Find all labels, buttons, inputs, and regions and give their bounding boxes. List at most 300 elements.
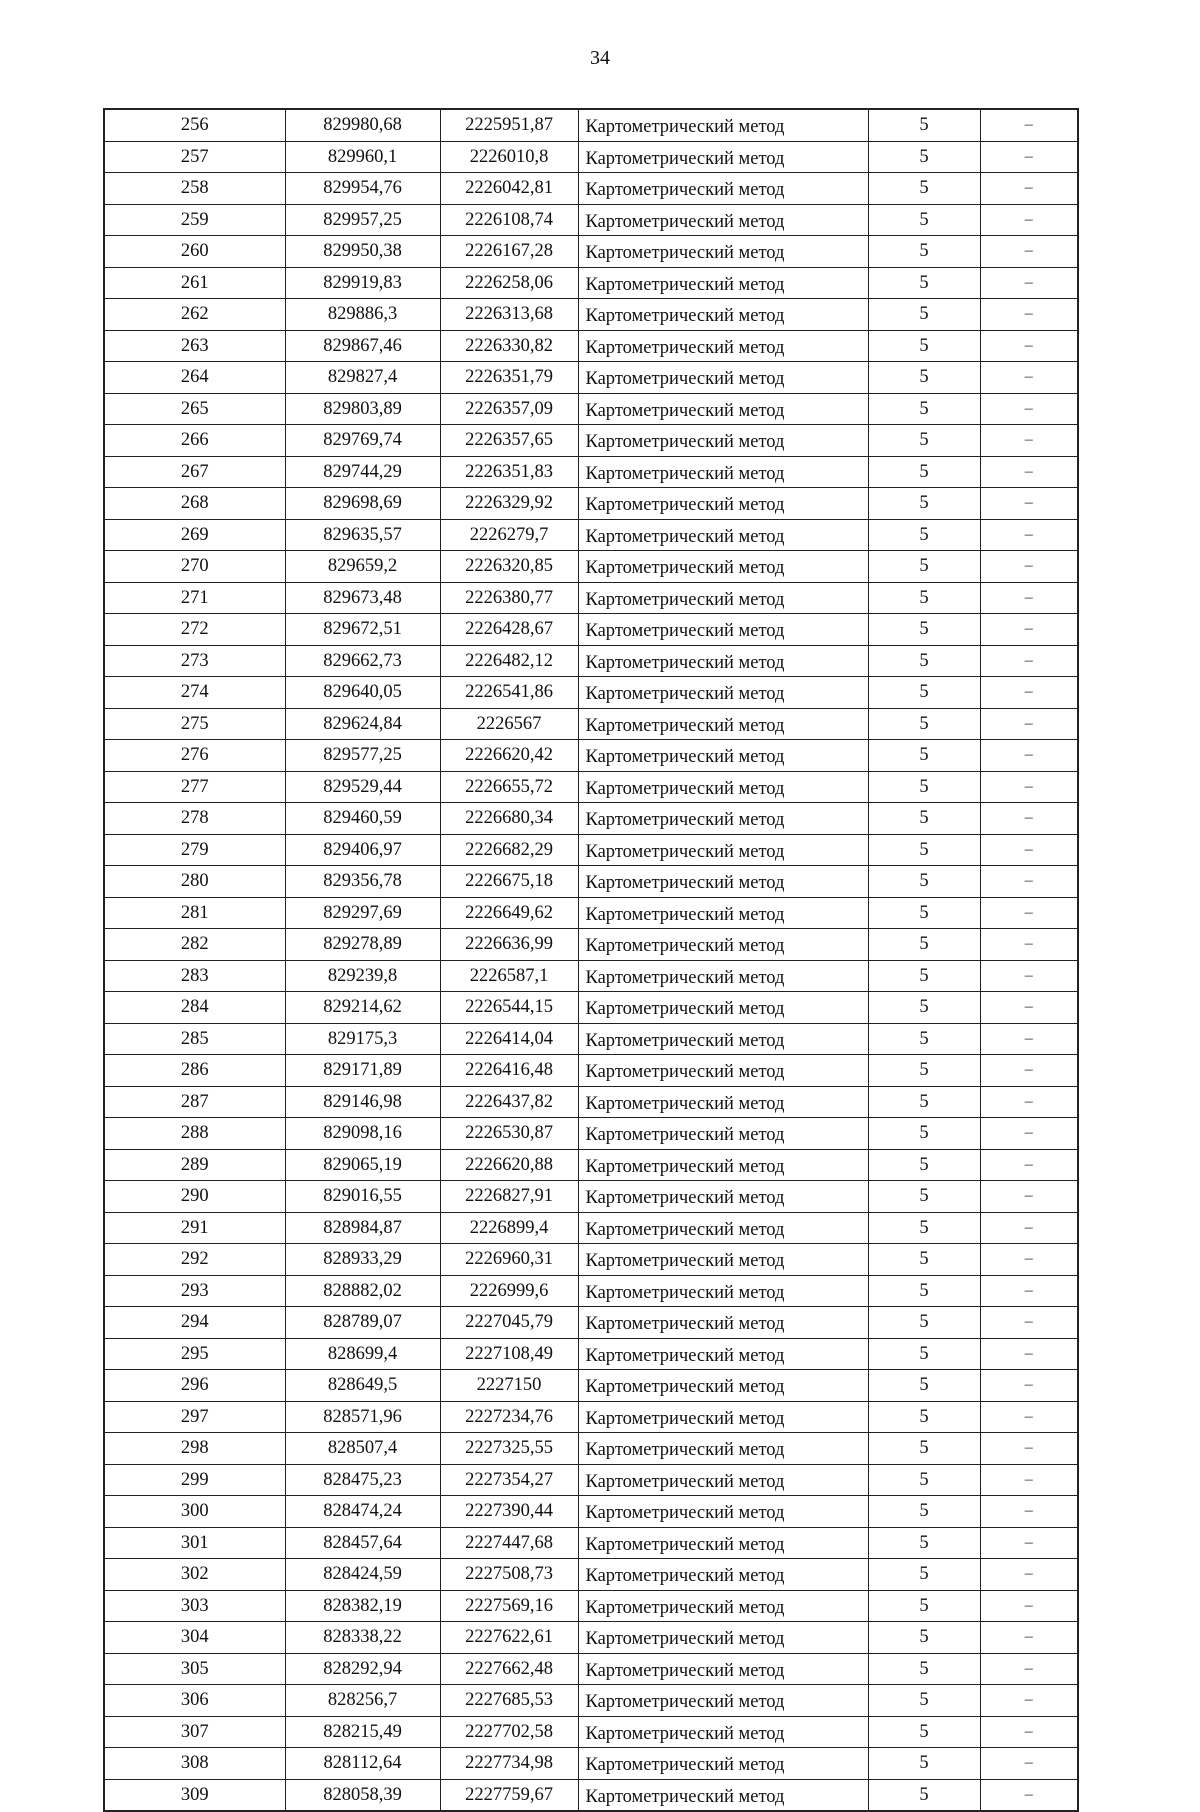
point-number-cell: 284: [104, 992, 285, 1024]
method-cell: Картометрический метод: [578, 1685, 868, 1717]
point-number-cell: 263: [104, 330, 285, 362]
point-number-cell: 288: [104, 1118, 285, 1150]
y-coordinate-cell: 2227354,27: [440, 1464, 578, 1496]
y-coordinate-cell: 2226827,91: [440, 1181, 578, 1213]
coordinates-table-body: [104, 109, 1078, 1811]
method-cell: Картометрический метод: [578, 1086, 868, 1118]
description-cell: –: [980, 1622, 1078, 1654]
accuracy-cell: 5: [868, 456, 980, 488]
y-coordinate-cell: 2226414,04: [440, 1023, 578, 1055]
point-number-cell: 294: [104, 1307, 285, 1339]
x-coordinate-cell: 829239,8: [285, 960, 440, 992]
method-cell: Картометрический метод: [578, 582, 868, 614]
point-number-cell: 297: [104, 1401, 285, 1433]
description-cell: –: [980, 771, 1078, 803]
y-coordinate-cell: 2226351,83: [440, 456, 578, 488]
y-coordinate-cell: 2226357,65: [440, 425, 578, 457]
table-row: [104, 834, 1078, 866]
point-number-cell: 281: [104, 897, 285, 929]
accuracy-cell: 5: [868, 330, 980, 362]
x-coordinate-cell: 829980,68: [285, 109, 440, 141]
description-cell: –: [980, 173, 1078, 205]
method-cell: Картометрический метод: [578, 708, 868, 740]
accuracy-cell: 5: [868, 1307, 980, 1339]
description-cell: –: [980, 1464, 1078, 1496]
point-number-cell: 257: [104, 141, 285, 173]
point-number-cell: 289: [104, 1149, 285, 1181]
y-coordinate-cell: 2227662,48: [440, 1653, 578, 1685]
y-coordinate-cell: 2226357,09: [440, 393, 578, 425]
point-number-cell: 307: [104, 1716, 285, 1748]
method-cell: Картометрический метод: [578, 1433, 868, 1465]
table-row: [104, 708, 1078, 740]
description-cell: –: [980, 456, 1078, 488]
method-cell: Картометрический метод: [578, 173, 868, 205]
y-coordinate-cell: 2226530,87: [440, 1118, 578, 1150]
accuracy-cell: 5: [868, 960, 980, 992]
y-coordinate-cell: 2227508,73: [440, 1559, 578, 1591]
point-number-cell: 273: [104, 645, 285, 677]
description-cell: –: [980, 1244, 1078, 1276]
x-coordinate-cell: 829769,74: [285, 425, 440, 457]
method-cell: Картометрический метод: [578, 614, 868, 646]
accuracy-cell: 5: [868, 299, 980, 331]
description-cell: –: [980, 992, 1078, 1024]
accuracy-cell: 5: [868, 551, 980, 583]
accuracy-cell: 5: [868, 740, 980, 772]
description-cell: –: [980, 1685, 1078, 1717]
method-cell: Картометрический метод: [578, 551, 868, 583]
method-cell: Картометрический метод: [578, 330, 868, 362]
description-cell: –: [980, 1653, 1078, 1685]
x-coordinate-cell: 829867,46: [285, 330, 440, 362]
y-coordinate-cell: 2226899,4: [440, 1212, 578, 1244]
table-row: [104, 771, 1078, 803]
y-coordinate-cell: 2227390,44: [440, 1496, 578, 1528]
point-number-cell: 300: [104, 1496, 285, 1528]
table-row: [104, 299, 1078, 331]
method-cell: Картометрический метод: [578, 834, 868, 866]
y-coordinate-cell: 2227325,55: [440, 1433, 578, 1465]
point-number-cell: 277: [104, 771, 285, 803]
accuracy-cell: 5: [868, 1055, 980, 1087]
method-cell: Картометрический метод: [578, 1338, 868, 1370]
method-cell: Картометрический метод: [578, 393, 868, 425]
method-cell: Картометрический метод: [578, 1401, 868, 1433]
accuracy-cell: 5: [868, 1401, 980, 1433]
y-coordinate-cell: 2226620,88: [440, 1149, 578, 1181]
point-number-cell: 293: [104, 1275, 285, 1307]
point-number-cell: 262: [104, 299, 285, 331]
point-number-cell: 305: [104, 1653, 285, 1685]
x-coordinate-cell: 829214,62: [285, 992, 440, 1024]
table-row: [104, 1149, 1078, 1181]
method-cell: Картометрический метод: [578, 1181, 868, 1213]
method-cell: Картометрический метод: [578, 1559, 868, 1591]
accuracy-cell: 5: [868, 1149, 980, 1181]
table-row: [104, 1496, 1078, 1528]
x-coordinate-cell: 829659,2: [285, 551, 440, 583]
x-coordinate-cell: 828058,39: [285, 1779, 440, 1811]
point-number-cell: 261: [104, 267, 285, 299]
table-row: [104, 1716, 1078, 1748]
x-coordinate-cell: 829577,25: [285, 740, 440, 772]
table-row: [104, 803, 1078, 835]
point-number-cell: 267: [104, 456, 285, 488]
y-coordinate-cell: 2226010,8: [440, 141, 578, 173]
accuracy-cell: 5: [868, 204, 980, 236]
table-row: [104, 897, 1078, 929]
x-coordinate-cell: 828933,29: [285, 1244, 440, 1276]
table-row: [104, 109, 1078, 141]
y-coordinate-cell: 2226680,34: [440, 803, 578, 835]
table-row: [104, 1464, 1078, 1496]
method-cell: Картометрический метод: [578, 1653, 868, 1685]
description-cell: –: [980, 645, 1078, 677]
table-row: [104, 740, 1078, 772]
y-coordinate-cell: 2227108,49: [440, 1338, 578, 1370]
y-coordinate-cell: 2227759,67: [440, 1779, 578, 1811]
accuracy-cell: 5: [868, 1779, 980, 1811]
point-number-cell: 259: [104, 204, 285, 236]
accuracy-cell: 5: [868, 1433, 980, 1465]
point-number-cell: 304: [104, 1622, 285, 1654]
accuracy-cell: 5: [868, 1118, 980, 1150]
y-coordinate-cell: 2226541,86: [440, 677, 578, 709]
point-number-cell: 302: [104, 1559, 285, 1591]
accuracy-cell: 5: [868, 1685, 980, 1717]
method-cell: Картометрический метод: [578, 1590, 868, 1622]
accuracy-cell: 5: [868, 362, 980, 394]
description-cell: –: [980, 866, 1078, 898]
description-cell: –: [980, 1748, 1078, 1780]
point-number-cell: 260: [104, 236, 285, 268]
accuracy-cell: 5: [868, 267, 980, 299]
y-coordinate-cell: 2227234,76: [440, 1401, 578, 1433]
table-row: [104, 1653, 1078, 1685]
x-coordinate-cell: 829954,76: [285, 173, 440, 205]
accuracy-cell: 5: [868, 1716, 980, 1748]
accuracy-cell: 5: [868, 425, 980, 457]
x-coordinate-cell: 829175,3: [285, 1023, 440, 1055]
point-number-cell: 269: [104, 519, 285, 551]
description-cell: –: [980, 708, 1078, 740]
x-coordinate-cell: 828457,64: [285, 1527, 440, 1559]
method-cell: Картометрический метод: [578, 236, 868, 268]
description-cell: –: [980, 551, 1078, 583]
accuracy-cell: 5: [868, 1496, 980, 1528]
page-number: 34: [590, 47, 610, 69]
description-cell: –: [980, 740, 1078, 772]
method-cell: Картометрический метод: [578, 803, 868, 835]
description-cell: –: [980, 1559, 1078, 1591]
accuracy-cell: 5: [868, 1748, 980, 1780]
accuracy-cell: 5: [868, 1275, 980, 1307]
y-coordinate-cell: 2226351,79: [440, 362, 578, 394]
x-coordinate-cell: 828507,4: [285, 1433, 440, 1465]
point-number-cell: 301: [104, 1527, 285, 1559]
y-coordinate-cell: 2227685,53: [440, 1685, 578, 1717]
x-coordinate-cell: 829460,59: [285, 803, 440, 835]
x-coordinate-cell: 829065,19: [285, 1149, 440, 1181]
y-coordinate-cell: 2226682,29: [440, 834, 578, 866]
point-number-cell: 276: [104, 740, 285, 772]
table-row: [104, 866, 1078, 898]
table-row: [104, 992, 1078, 1024]
table-row: [104, 1779, 1078, 1811]
point-number-cell: 291: [104, 1212, 285, 1244]
y-coordinate-cell: 2227447,68: [440, 1527, 578, 1559]
table-row: [104, 1275, 1078, 1307]
y-coordinate-cell: 2226636,99: [440, 929, 578, 961]
y-coordinate-cell: 2226567: [440, 708, 578, 740]
point-number-cell: 280: [104, 866, 285, 898]
description-cell: –: [980, 1149, 1078, 1181]
point-number-cell: 264: [104, 362, 285, 394]
y-coordinate-cell: 2227622,61: [440, 1622, 578, 1654]
table-row: [104, 614, 1078, 646]
description-cell: –: [980, 519, 1078, 551]
point-number-cell: 308: [104, 1748, 285, 1780]
x-coordinate-cell: 829146,98: [285, 1086, 440, 1118]
table-row: [104, 393, 1078, 425]
description-cell: –: [980, 204, 1078, 236]
table-row: [104, 1401, 1078, 1433]
table-row: [104, 960, 1078, 992]
method-cell: Картометрический метод: [578, 519, 868, 551]
description-cell: –: [980, 1118, 1078, 1150]
method-cell: Картометрический метод: [578, 1748, 868, 1780]
method-cell: Картометрический метод: [578, 1275, 868, 1307]
x-coordinate-cell: 828292,94: [285, 1653, 440, 1685]
x-coordinate-cell: 828474,24: [285, 1496, 440, 1528]
x-coordinate-cell: 828215,49: [285, 1716, 440, 1748]
accuracy-cell: 5: [868, 109, 980, 141]
x-coordinate-cell: 829673,48: [285, 582, 440, 614]
x-coordinate-cell: 828382,19: [285, 1590, 440, 1622]
accuracy-cell: 5: [868, 771, 980, 803]
method-cell: Картометрический метод: [578, 1716, 868, 1748]
y-coordinate-cell: 2226620,42: [440, 740, 578, 772]
x-coordinate-cell: 829827,4: [285, 362, 440, 394]
accuracy-cell: 5: [868, 645, 980, 677]
method-cell: Картометрический метод: [578, 1307, 868, 1339]
y-coordinate-cell: 2226320,85: [440, 551, 578, 583]
point-number-cell: 256: [104, 109, 285, 141]
accuracy-cell: 5: [868, 488, 980, 520]
description-cell: –: [980, 960, 1078, 992]
point-number-cell: 271: [104, 582, 285, 614]
x-coordinate-cell: 828571,96: [285, 1401, 440, 1433]
method-cell: Картометрический метод: [578, 1244, 868, 1276]
description-cell: –: [980, 362, 1078, 394]
y-coordinate-cell: 2227734,98: [440, 1748, 578, 1780]
accuracy-cell: 5: [868, 1244, 980, 1276]
x-coordinate-cell: 828424,59: [285, 1559, 440, 1591]
point-number-cell: 268: [104, 488, 285, 520]
accuracy-cell: 5: [868, 393, 980, 425]
y-coordinate-cell: 2226042,81: [440, 173, 578, 205]
accuracy-cell: 5: [868, 897, 980, 929]
description-cell: –: [980, 834, 1078, 866]
point-number-cell: 298: [104, 1433, 285, 1465]
table-row: [104, 1181, 1078, 1213]
description-cell: –: [980, 267, 1078, 299]
x-coordinate-cell: 829098,16: [285, 1118, 440, 1150]
point-number-cell: 265: [104, 393, 285, 425]
method-cell: Картометрический метод: [578, 141, 868, 173]
table-row: [104, 267, 1078, 299]
description-cell: –: [980, 1779, 1078, 1811]
point-number-cell: 295: [104, 1338, 285, 1370]
y-coordinate-cell: 2226416,48: [440, 1055, 578, 1087]
description-cell: –: [980, 614, 1078, 646]
description-cell: –: [980, 1086, 1078, 1118]
accuracy-cell: 5: [868, 141, 980, 173]
table-row: [104, 1622, 1078, 1654]
description-cell: –: [980, 1338, 1078, 1370]
method-cell: Картометрический метод: [578, 1370, 868, 1402]
y-coordinate-cell: 2226960,31: [440, 1244, 578, 1276]
x-coordinate-cell: 829635,57: [285, 519, 440, 551]
y-coordinate-cell: 2226258,06: [440, 267, 578, 299]
table-row: [104, 1748, 1078, 1780]
point-number-cell: 275: [104, 708, 285, 740]
point-number-cell: 283: [104, 960, 285, 992]
table-row: [104, 1370, 1078, 1402]
accuracy-cell: 5: [868, 1086, 980, 1118]
point-number-cell: 299: [104, 1464, 285, 1496]
table-row: [104, 582, 1078, 614]
table-row: [104, 1055, 1078, 1087]
method-cell: Картометрический метод: [578, 1118, 868, 1150]
accuracy-cell: 5: [868, 519, 980, 551]
method-cell: Картометрический метод: [578, 645, 868, 677]
x-coordinate-cell: 829640,05: [285, 677, 440, 709]
method-cell: Картометрический метод: [578, 1212, 868, 1244]
method-cell: Картометрический метод: [578, 897, 868, 929]
x-coordinate-cell: 829744,29: [285, 456, 440, 488]
point-number-cell: 292: [104, 1244, 285, 1276]
accuracy-cell: 5: [868, 1023, 980, 1055]
point-number-cell: 266: [104, 425, 285, 457]
method-cell: Картометрический метод: [578, 866, 868, 898]
table-row: [104, 645, 1078, 677]
x-coordinate-cell: 829529,44: [285, 771, 440, 803]
description-cell: –: [980, 1527, 1078, 1559]
method-cell: Картометрический метод: [578, 1023, 868, 1055]
y-coordinate-cell: 2226313,68: [440, 299, 578, 331]
method-cell: Картометрический метод: [578, 362, 868, 394]
accuracy-cell: 5: [868, 677, 980, 709]
table-row: [104, 141, 1078, 173]
y-coordinate-cell: 2226167,28: [440, 236, 578, 268]
accuracy-cell: 5: [868, 708, 980, 740]
x-coordinate-cell: 828256,7: [285, 1685, 440, 1717]
method-cell: Картометрический метод: [578, 456, 868, 488]
accuracy-cell: 5: [868, 1622, 980, 1654]
description-cell: –: [980, 299, 1078, 331]
point-number-cell: 278: [104, 803, 285, 835]
accuracy-cell: 5: [868, 1338, 980, 1370]
method-cell: Картометрический метод: [578, 677, 868, 709]
x-coordinate-cell: 829406,97: [285, 834, 440, 866]
x-coordinate-cell: 829672,51: [285, 614, 440, 646]
table-row: [104, 1086, 1078, 1118]
accuracy-cell: 5: [868, 866, 980, 898]
x-coordinate-cell: 828112,64: [285, 1748, 440, 1780]
method-cell: Картометрический метод: [578, 425, 868, 457]
accuracy-cell: 5: [868, 173, 980, 205]
accuracy-cell: 5: [868, 1181, 980, 1213]
table-row: [104, 1023, 1078, 1055]
accuracy-cell: 5: [868, 803, 980, 835]
accuracy-cell: 5: [868, 582, 980, 614]
table-row: [104, 425, 1078, 457]
accuracy-cell: 5: [868, 1212, 980, 1244]
description-cell: –: [980, 1181, 1078, 1213]
point-number-cell: 287: [104, 1086, 285, 1118]
description-cell: –: [980, 1307, 1078, 1339]
y-coordinate-cell: 2226330,82: [440, 330, 578, 362]
y-coordinate-cell: 2227045,79: [440, 1307, 578, 1339]
accuracy-cell: 5: [868, 1559, 980, 1591]
y-coordinate-cell: 2226544,15: [440, 992, 578, 1024]
table-row: [104, 1527, 1078, 1559]
description-cell: –: [980, 236, 1078, 268]
description-cell: –: [980, 803, 1078, 835]
y-coordinate-cell: 2227569,16: [440, 1590, 578, 1622]
description-cell: –: [980, 1716, 1078, 1748]
x-coordinate-cell: 829950,38: [285, 236, 440, 268]
table-row: [104, 330, 1078, 362]
accuracy-cell: 5: [868, 614, 980, 646]
description-cell: –: [980, 1433, 1078, 1465]
description-cell: –: [980, 1023, 1078, 1055]
table-row: [104, 456, 1078, 488]
description-cell: –: [980, 425, 1078, 457]
x-coordinate-cell: 829698,69: [285, 488, 440, 520]
description-cell: –: [980, 141, 1078, 173]
table-row: [104, 1433, 1078, 1465]
table-row: [104, 236, 1078, 268]
description-cell: –: [980, 109, 1078, 141]
y-coordinate-cell: 2225951,87: [440, 109, 578, 141]
method-cell: Картометрический метод: [578, 1149, 868, 1181]
method-cell: Картометрический метод: [578, 267, 868, 299]
description-cell: –: [980, 1275, 1078, 1307]
accuracy-cell: 5: [868, 236, 980, 268]
x-coordinate-cell: 829919,83: [285, 267, 440, 299]
x-coordinate-cell: 828699,4: [285, 1338, 440, 1370]
x-coordinate-cell: 829297,69: [285, 897, 440, 929]
method-cell: Картометрический метод: [578, 1464, 868, 1496]
y-coordinate-cell: 2227702,58: [440, 1716, 578, 1748]
accuracy-cell: 5: [868, 1527, 980, 1559]
description-cell: –: [980, 1212, 1078, 1244]
point-number-cell: 279: [104, 834, 285, 866]
table-row: [104, 1212, 1078, 1244]
table-row: [104, 551, 1078, 583]
point-number-cell: 272: [104, 614, 285, 646]
table-row: [104, 1118, 1078, 1150]
x-coordinate-cell: 829278,89: [285, 929, 440, 961]
description-cell: –: [980, 393, 1078, 425]
description-cell: –: [980, 1055, 1078, 1087]
description-cell: –: [980, 1370, 1078, 1402]
y-coordinate-cell: 2226428,67: [440, 614, 578, 646]
description-cell: –: [980, 929, 1078, 961]
